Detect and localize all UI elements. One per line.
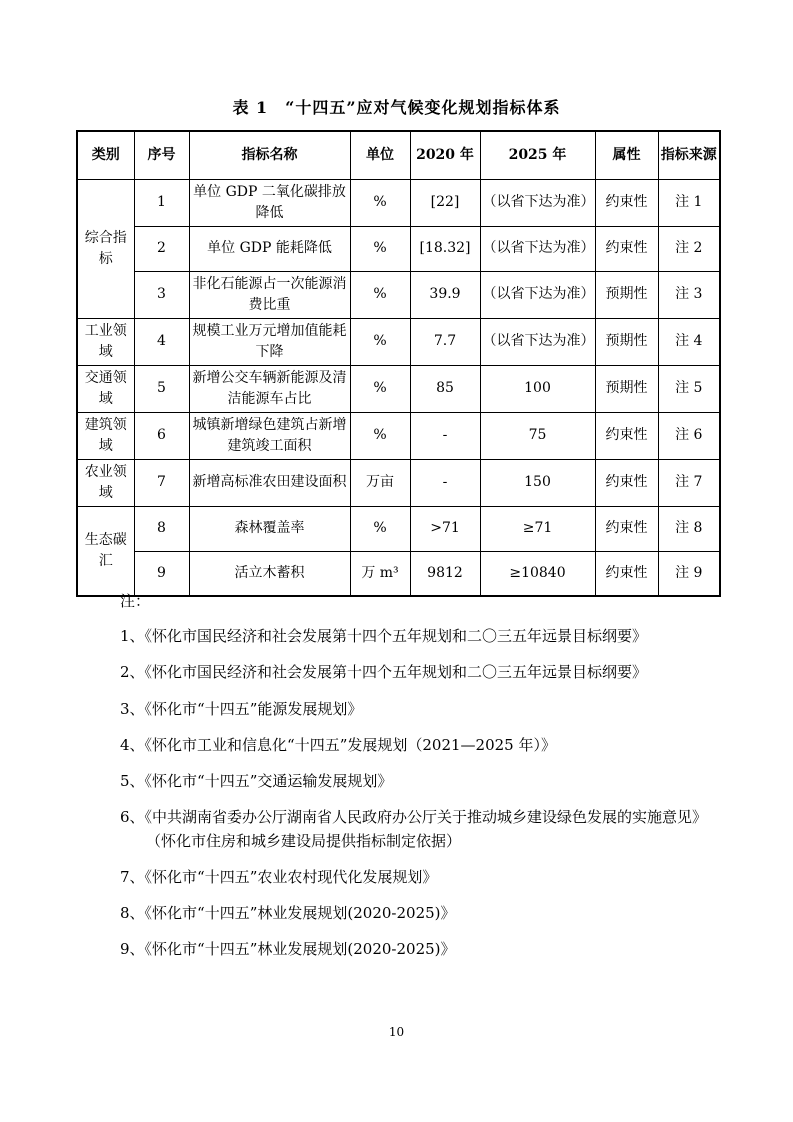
unit-cell: % bbox=[350, 179, 410, 226]
table-row bbox=[77, 271, 720, 318]
table-title: 表 1 “十四五”应对气候变化规划指标体系 bbox=[232, 98, 561, 117]
name-cell: 新增公交车辆新能源及清洁能源车占比 bbox=[189, 365, 350, 412]
category-cell: 工业领域 bbox=[77, 318, 134, 365]
header-unit: 单位 bbox=[350, 131, 410, 179]
source-cell: 注 1 bbox=[658, 179, 720, 226]
note-item-6: 6、《中共湖南省委办公厅湖南省人民政府办公厅关于推动城乡建设绿色发展的实施意见》（怀化市住房和城乡建设局提供指标制定依据） bbox=[120, 808, 708, 850]
table-row bbox=[77, 226, 720, 271]
name-cell: 规模工业万元增加值能耗下降 bbox=[189, 318, 350, 365]
value-2020-cell: 85 bbox=[410, 365, 480, 412]
unit-cell: % bbox=[350, 271, 410, 318]
source-cell: 注 5 bbox=[658, 365, 720, 412]
value-2020-cell: 7.7 bbox=[410, 318, 480, 365]
header-source: 指标来源 bbox=[658, 131, 720, 179]
note-item-1: 1、《怀化市国民经济和社会发展第十四个五年规划和二〇三五年远景目标纲要》 bbox=[120, 627, 648, 645]
header-2020: 2020 年 bbox=[410, 131, 480, 179]
attribute-cell: 预期性 bbox=[595, 365, 658, 412]
source-cell: 注 7 bbox=[658, 459, 720, 506]
source-cell: 注 6 bbox=[658, 412, 720, 459]
table-row bbox=[77, 318, 720, 365]
header-attribute: 属性 bbox=[595, 131, 658, 179]
notes-label: 注： bbox=[120, 592, 151, 610]
category-cell: 生态碳汇 bbox=[77, 506, 134, 596]
unit-cell: % bbox=[350, 365, 410, 412]
name-cell: 新增高标准农田建设面积 bbox=[189, 459, 350, 506]
category-cell: 农业领域 bbox=[77, 459, 134, 506]
no-cell: 2 bbox=[134, 226, 189, 271]
attribute-cell: 预期性 bbox=[595, 271, 658, 318]
category-cell: 综合指标 bbox=[77, 179, 134, 318]
table-row bbox=[77, 459, 720, 506]
notes-section bbox=[120, 590, 720, 975]
value-2025-cell: （以省下达为准） bbox=[480, 179, 595, 226]
indicator-table bbox=[76, 130, 721, 597]
value-2020-cell: 9812 bbox=[410, 551, 480, 596]
note-item-2: 2、《怀化市国民经济和社会发展第十四个五年规划和二〇三五年远景目标纲要》 bbox=[120, 663, 648, 682]
unit-cell: 万亩 bbox=[350, 459, 410, 506]
name-cell: 单位 GDP 能耗降低 bbox=[189, 226, 350, 271]
name-cell: 城镇新增绿色建筑占新增建筑竣工面积 bbox=[189, 412, 350, 459]
no-cell: 1 bbox=[134, 179, 189, 226]
note-item-3: 3、《怀化市“十四五”能源发展规划》 bbox=[120, 699, 363, 718]
no-cell: 8 bbox=[134, 506, 189, 551]
value-2020-cell: - bbox=[410, 412, 480, 459]
source-cell: 注 9 bbox=[658, 551, 720, 596]
header-2025: 2025 年 bbox=[480, 131, 595, 179]
note-item-8: 8、《怀化市“十四五”林业发展规划(2020-2025)》 bbox=[120, 904, 456, 922]
value-2025-cell: ≥10840 bbox=[480, 551, 595, 596]
value-2020-cell: 39.9 bbox=[410, 271, 480, 318]
value-2025-cell: （以省下达为准） bbox=[480, 318, 595, 365]
note-item-4: 4、《怀化市工业和信息化“十四五”发展规划（2021—2025 年）》 bbox=[120, 735, 556, 754]
value-2020-cell: >71 bbox=[410, 506, 480, 551]
source-cell: 注 4 bbox=[658, 318, 720, 365]
category-cell: 建筑领域 bbox=[77, 412, 134, 459]
no-cell: 7 bbox=[134, 459, 189, 506]
value-2025-cell: 150 bbox=[480, 459, 595, 506]
page-number: 10 bbox=[388, 1025, 405, 1039]
attribute-cell: 约束性 bbox=[595, 459, 658, 506]
name-cell: 非化石能源占一次能源消费比重 bbox=[189, 271, 350, 318]
attribute-cell: 约束性 bbox=[595, 226, 658, 271]
no-cell: 3 bbox=[134, 271, 189, 318]
table-row bbox=[77, 506, 720, 551]
source-cell: 注 8 bbox=[658, 506, 720, 551]
value-2020-cell: [18.32] bbox=[410, 226, 480, 271]
attribute-cell: 预期性 bbox=[595, 318, 658, 365]
value-2025-cell: 100 bbox=[480, 365, 595, 412]
unit-cell: % bbox=[350, 318, 410, 365]
value-2025-cell: ≥71 bbox=[480, 506, 595, 551]
note-item-5: 5、《怀化市“十四五”交通运输发展规划》 bbox=[120, 772, 393, 790]
attribute-cell: 约束性 bbox=[595, 179, 658, 226]
attribute-cell: 约束性 bbox=[595, 412, 658, 459]
table-row bbox=[77, 179, 720, 226]
note-item-9: 9、《怀化市“十四五”林业发展规划(2020-2025)》 bbox=[120, 940, 456, 959]
header-category: 类别 bbox=[77, 131, 134, 179]
attribute-cell: 约束性 bbox=[595, 506, 658, 551]
value-2020-cell: - bbox=[410, 459, 480, 506]
name-cell: 单位 GDP 二氧化碳排放降低 bbox=[189, 179, 350, 226]
name-cell: 森林覆盖率 bbox=[189, 506, 350, 551]
table-row bbox=[77, 412, 720, 459]
value-2025-cell: （以省下达为准） bbox=[480, 226, 595, 271]
unit-cell: % bbox=[350, 506, 410, 551]
no-cell: 4 bbox=[134, 318, 189, 365]
source-cell: 注 2 bbox=[658, 226, 720, 271]
unit-cell: 万 m³ bbox=[350, 551, 410, 596]
table-row bbox=[77, 365, 720, 412]
attribute-cell: 约束性 bbox=[595, 551, 658, 596]
category-cell: 交通领域 bbox=[77, 365, 134, 412]
table-header-row bbox=[77, 131, 720, 179]
unit-cell: % bbox=[350, 226, 410, 271]
value-2025-cell: （以省下达为准） bbox=[480, 271, 595, 318]
no-cell: 6 bbox=[134, 412, 189, 459]
unit-cell: % bbox=[350, 412, 410, 459]
header-no: 序号 bbox=[134, 131, 189, 179]
source-cell: 注 3 bbox=[658, 271, 720, 318]
note-item-7: 7、《怀化市“十四五”农业农村现代化发展规划》 bbox=[120, 867, 438, 886]
value-2020-cell: [22] bbox=[410, 179, 480, 226]
header-name: 指标名称 bbox=[189, 131, 350, 179]
value-2025-cell: 75 bbox=[480, 412, 595, 459]
name-cell: 活立木蓄积 bbox=[189, 551, 350, 596]
no-cell: 5 bbox=[134, 365, 189, 412]
no-cell: 9 bbox=[134, 551, 189, 596]
